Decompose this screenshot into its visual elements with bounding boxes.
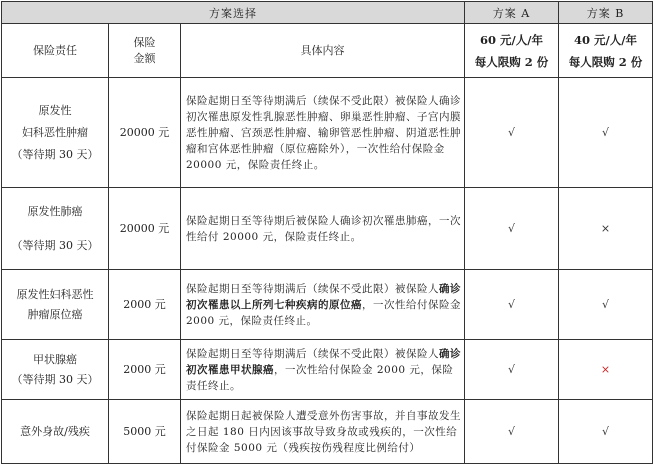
insurance-plan-table xyxy=(1,1,653,464)
plan-a-price-line1: 60 元/人/年 xyxy=(480,32,543,47)
plan-a-check-icon: √ xyxy=(465,78,559,188)
amount-header-line2: 金额 xyxy=(133,51,156,65)
plan-a-check-icon: √ xyxy=(465,188,559,270)
amount-header-line1: 保险 xyxy=(133,35,156,49)
plan-select-header: 方案选择 xyxy=(2,2,465,24)
amount-cell: 20000 元 xyxy=(109,78,181,188)
amount-cell: 2000 元 xyxy=(109,340,181,400)
plan-b-cross-icon: × xyxy=(559,188,653,270)
plan-a-check-icon: √ xyxy=(465,270,559,340)
detail-text: ，一次性给付保险金 2000 元，保险责任终止。 xyxy=(186,298,461,327)
table-row xyxy=(2,78,653,188)
table-row xyxy=(2,400,653,464)
liability-name xyxy=(2,188,109,270)
plan-b-cross-icon: × xyxy=(559,340,653,400)
plan-b-price-line1: 40 元/人/年 xyxy=(574,32,637,47)
liability-header: 保险责任 xyxy=(2,24,109,78)
table-row xyxy=(2,270,653,340)
detail-text: 保险起期日至等待期满后（续保不受此限）被保险人 xyxy=(186,282,439,295)
liability-name-line: （等待期 30 天） xyxy=(11,372,99,386)
liability-name-line: 原发性 xyxy=(38,103,72,117)
liability-name xyxy=(2,340,109,400)
plan-a-header: 方案 A xyxy=(465,2,559,24)
detail-cell: 保险起期日起被保险人遭受意外伤害事故，并自事故发生之日起 180 日内因该事故导致身故或残疾的，一次性给付保险金 5000 元（残疾按伤残程度比例给付） xyxy=(181,400,465,464)
amount-cell: 20000 元 xyxy=(109,188,181,270)
amount-cell: 5000 元 xyxy=(109,400,181,464)
liability-name-line: 原发性肺癌 xyxy=(27,204,83,218)
plan-a-check-icon: √ xyxy=(465,400,559,464)
plan-a-price xyxy=(465,24,559,78)
detail-header: 具体内容 xyxy=(181,24,465,78)
table-row xyxy=(2,340,653,400)
plan-b-check-icon: √ xyxy=(559,400,653,464)
detail-text: ，一次性给付保险金 2000 元，保险责任终止。 xyxy=(186,363,454,392)
liability-name xyxy=(2,270,109,340)
detail-cell: 保险起期日至等待期满后（续保不受此限）被保险人确诊初次罹患原发性乳腺恶性肿瘤、卵巢恶性肿瘤、子宫内膜恶性肿瘤、宫颈恶性肿瘤、输卵管恶性肿瘤、阴道恶性肿瘤和宫体恶性肿瘤（原位癌除外），一次性给付保险金 20000 元，保险责任终止。 xyxy=(181,78,465,188)
amount-cell: 2000 元 xyxy=(109,270,181,340)
plan-a-check-icon: √ xyxy=(465,340,559,400)
detail-cell xyxy=(181,340,465,400)
detail-cell xyxy=(181,270,465,340)
liability-name-line: （等待期 30 天） xyxy=(11,147,99,161)
plan-b-price xyxy=(559,24,653,78)
plan-a-price-line2: 每人限购 2 份 xyxy=(474,54,549,69)
plan-b-check-icon: √ xyxy=(559,78,653,188)
detail-text: 保险起期日至等待期满后（续保不受此限）被保险人 xyxy=(186,347,439,360)
liability-name-line: （等待期 30 天） xyxy=(11,238,99,252)
liability-name-line: 甲状腺癌 xyxy=(33,352,77,366)
detail-emphasis: 确诊初次罹患甲状腺癌 xyxy=(186,347,461,376)
plan-b-check-icon: √ xyxy=(559,270,653,340)
liability-name-line: 原发性妇科恶性 xyxy=(16,287,94,301)
header-row xyxy=(2,2,653,24)
table-row xyxy=(2,188,653,270)
plan-b-header: 方案 B xyxy=(559,2,653,24)
liability-name-line: 妇科恶性肿瘤 xyxy=(22,125,88,139)
liability-name-line: 肿瘤原位癌 xyxy=(27,307,83,321)
detail-cell: 保险起期日至等待期后被保险人确诊初次罹患肺癌，一次性给付 20000 元，保险责任终止。 xyxy=(181,188,465,270)
amount-header xyxy=(109,24,181,78)
liability-name-line xyxy=(2,222,108,236)
liability-name xyxy=(2,78,109,188)
liability-name: 意外身故/残疾 xyxy=(2,400,109,464)
subheader-row xyxy=(2,24,653,78)
detail-emphasis: 确诊初次罹患以上所列七种疾病的原位癌 xyxy=(186,282,461,311)
plan-b-price-line2: 每人限购 2 份 xyxy=(568,54,643,69)
